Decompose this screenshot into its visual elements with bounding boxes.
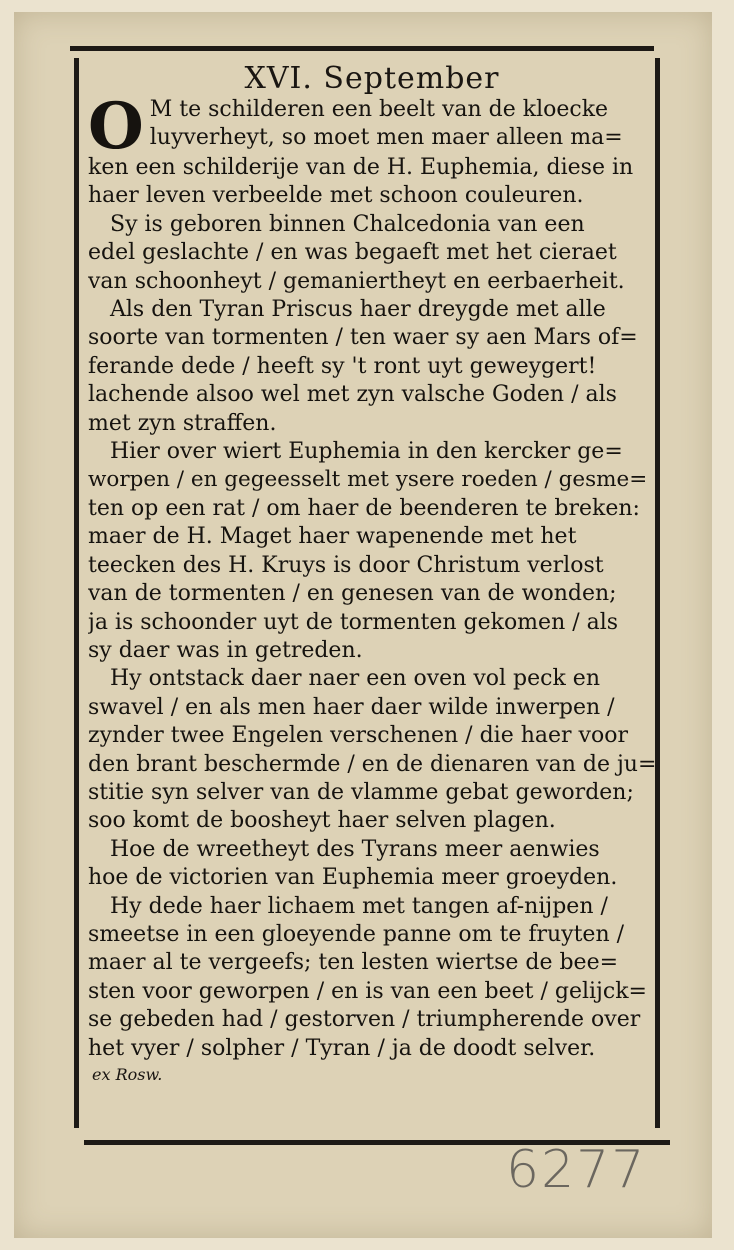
text-line: Sy is geboren binnen Chalcedonia van een — [110, 211, 585, 237]
paragraph-6 — [88, 836, 656, 893]
text-line: edel geslachte / en was begaeft met het cieraet — [88, 240, 617, 266]
text-line: soo komt de boosheyt haer selven plagen. — [88, 808, 556, 834]
text-line: teecken des H. Kruys is door Christum verlost — [88, 552, 604, 578]
text-line: met zyn straffen. — [88, 410, 277, 436]
text-line: lachende alsoo wel met zyn valsche Goden / als — [88, 382, 617, 408]
text-line: M te schilderen een beelt van de kloecke — [149, 97, 609, 122]
text-line: hoe de victorien van Euphemia meer groeyden. — [88, 865, 618, 891]
paragraph-4 — [88, 438, 656, 665]
paper-sheet — [14, 12, 712, 1238]
paragraph-3 — [88, 296, 656, 438]
text-line: sy daer was in getreden. — [88, 637, 363, 663]
text-line: ferande dede / heeft sy 't ront uyt geweygert! — [88, 353, 597, 379]
text-line: swavel / en als men haer daer wilde inwerpen / — [88, 694, 615, 720]
text-line: se gebeden had / gestorven / triumpherende over — [88, 1007, 641, 1033]
catalog-number: 6277 — [506, 1140, 647, 1200]
text-line: sten voor geworpen / en is van een beet / gelijck= — [88, 978, 647, 1004]
paragraph-1 — [88, 89, 656, 211]
text-line: haer leven verbeelde met schoon couleuren. — [88, 183, 584, 209]
dropcap: O — [88, 89, 144, 164]
text-line: van de tormenten / en genesen van de wonden; — [88, 581, 617, 607]
text-line: Hier over wiert Euphemia in den kercker ge= — [110, 439, 623, 465]
text-line: stitie syn selver van de vlamme gebat geworden; — [88, 779, 634, 805]
text-line: zynder twee Engelen verschenen / die haer voor — [88, 723, 628, 749]
text-block — [88, 62, 656, 1084]
text-line: ken een schilderije van de H. Euphemia, diese in — [88, 155, 634, 180]
left-border — [74, 58, 79, 1128]
paragraph-5 — [88, 665, 656, 835]
paragraph-2 — [88, 211, 656, 296]
text-line: den brant beschermde / en de dienaren van de ju= — [88, 751, 656, 777]
text-line: maer al te vergeefs; ten lesten wiertse de bee= — [88, 950, 619, 976]
text-line: soorte van tormenten / ten waer sy aen Mars of= — [88, 325, 638, 351]
text-line: Als den Tyran Priscus haer dreygde met alle — [110, 297, 606, 323]
top-rule — [70, 46, 654, 51]
text-line: worpen / en gegeesselt met ysere roeden / gesme= — [88, 467, 648, 493]
text-line: Hoe de wreetheyt des Tyrans meer aenwies — [110, 836, 600, 862]
text-line: maer de H. Maget haer wapenende met het — [88, 524, 577, 550]
text-line: van schoonheyt / gemaniertheyt en eerbaerheit. — [88, 268, 625, 294]
text-line: luyverheyt, so moet men maer alleen ma= — [149, 125, 623, 151]
text-line: Hy ontstack daer naer een oven vol peck en — [110, 666, 600, 692]
text-line: het vyer / solpher / Tyran / ja de doodt selver. — [88, 1035, 596, 1061]
page-title: XVI. September — [244, 61, 500, 96]
paragraph-7 — [88, 893, 656, 1063]
source-signature: ex Rosw. — [92, 1065, 163, 1084]
text-line: Hy dede haer lichaem met tangen af-nijpen / — [110, 893, 608, 919]
text-line: smeetse in een gloeyende panne om te fruyten / — [88, 921, 625, 947]
text-line: ja is schoonder uyt de tormenten gekomen / als — [88, 609, 619, 635]
text-line: ten op een rat / om haer de beenderen te breken: — [88, 495, 640, 521]
